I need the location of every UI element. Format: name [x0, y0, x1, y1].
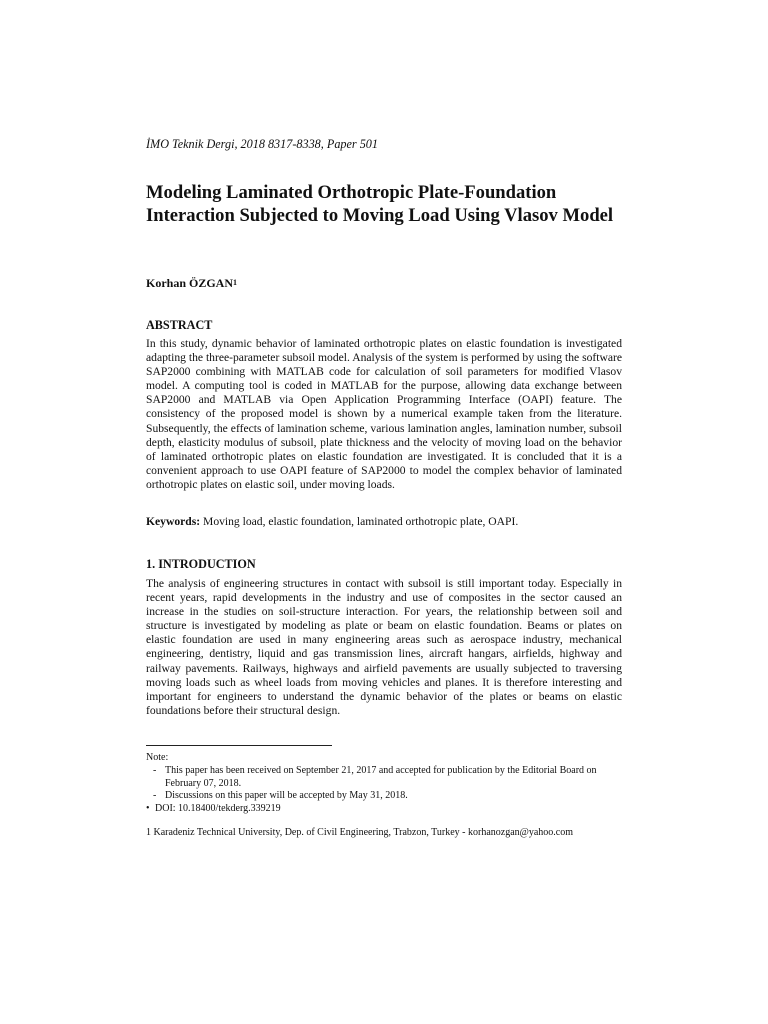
footnote-text: Discussions on this paper will be accepted by May 31, 2018. [165, 790, 408, 801]
footnote-item [153, 765, 613, 790]
author-name: Korhan ÖZGAN [146, 276, 234, 290]
footnote-dash: - [153, 790, 157, 801]
doi-link[interactable]: DOI: 10.18400/tekderg.339219 [155, 803, 281, 814]
author-line [146, 276, 622, 291]
footnote-list [153, 765, 613, 803]
author-affiliation-marker: 1 [233, 278, 238, 287]
abstract-text: In this study, dynamic behavior of laminated orthotropic plates on elastic foundation is investigated adapting the three-parameter subsoil model. Analysis of the system is performed by using the software SAP2000 combining with MATLAB code for calculation of soil parameters for modified Vlasov model. A computing tool is coded in MATLAB for the purpose, allowing data exchange between SAP2000 and MATLAB via Open Application Programming Interface (OAPI) feature. The consistency of the proposed model is shown by a numerical example taken from the literature. Subsequently, the effects of lamination scheme, various lamination angles, lamination number, subsoil depth, elasticity modulus of subsoil, plate thickness and the velocity of moving load on the behavior of laminated orthotropic plates on elastic foundation are investigated. It is concluded that it is a convenient approach to use OAPI feature of SAP2000 to model the complex behavior of laminated orthotropic plates on elastic soil, under moving loads. [146, 337, 622, 491]
journal-citation: İMO Teknik Dergi, 2018 8317-8338, Paper 501 [146, 137, 378, 151]
author-affiliation: 1 Karadeniz Technical University, Dep. of Civil Engineering, Trabzon, Turkey - korhanozgan@yahoo.com [146, 827, 574, 838]
doi-line [146, 803, 622, 816]
footnote-divider [146, 745, 332, 746]
abstract-heading: ABSTRACT [146, 318, 213, 332]
keywords-text: Moving load, elastic foundation, laminated orthotropic plate, OAPI. [200, 515, 519, 528]
keywords-line [146, 515, 622, 529]
introduction-heading: 1. INTRODUCTION [146, 557, 256, 571]
footnote-text: This paper has been received on September 21, 2017 and accepted for publication by the Editorial Board on February 07, 2018. [165, 765, 597, 789]
footnote-item [153, 790, 613, 803]
paper-title: Modeling Laminated Orthotropic Plate-Foundation Interaction Subjected to Moving Load Using Vlasov Model [146, 182, 614, 227]
introduction-text: The analysis of engineering structures in contact with subsoil is still important today. Especially in recent years, rapid developments in the industry and use of composites in the sector caused an increase in the studies on soil-structure interaction. For years, the relationship between soil and structure is investigated by modeling as plate or beam on elastic foundation. Beams or plates on elastic foundation are used in many engineering areas such as aerospace industry, mechanical engineering, dentistry, liquid and gas transmission lines, aircraft hangars, airfields, highway and railway pavements. Railways, highways and airfield pavements are usually subjected to traversing moving loads such as wheel loads from moving vehicles and planes. It is therefore interesting and important for engineers to understand the dynamic behavior of the plates or beams on elastic foundations before their structural design. [146, 577, 622, 717]
footnote-dash: - [153, 765, 157, 776]
footnote-note-label: Note: [146, 752, 169, 763]
keywords-label: Keywords: [146, 515, 201, 528]
bullet-icon: • [146, 803, 150, 814]
